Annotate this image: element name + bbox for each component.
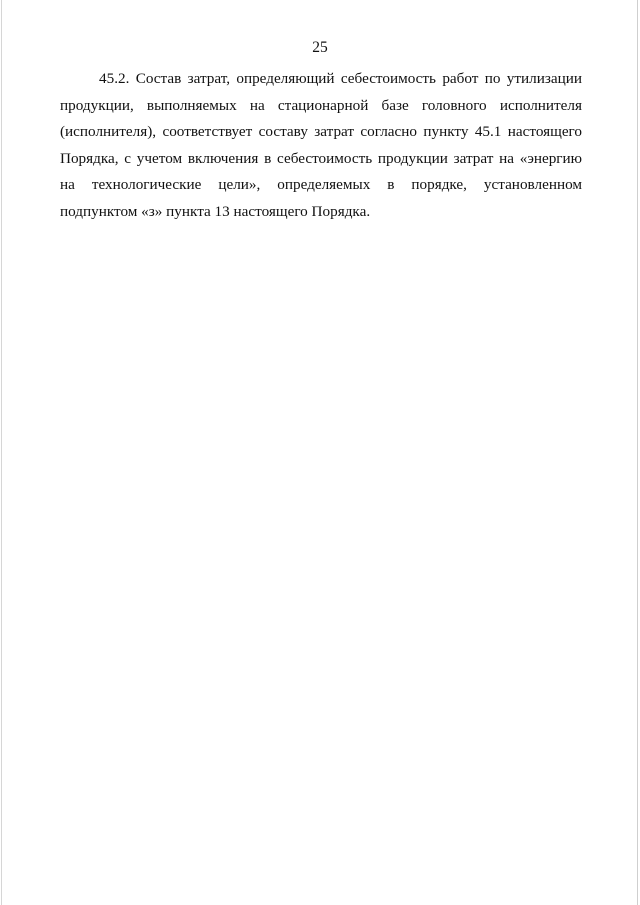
scan-edge-left xyxy=(1,0,2,905)
page-number: 25 xyxy=(312,39,328,56)
scan-edge-right xyxy=(637,0,638,905)
paragraph-45-2: 45.2. Состав затрат, определяющий себестоимость работ по утилизации продукции, выполняемых на стационарной базе головного исполнителя (исполнителя), соответствует составу затрат согласно пункту 45.1 настоящего Порядка, с учетом включения в себестоимость продукции затрат на «энергию на технологические цели», определяемых в порядке, установленном подпунктом «з» пункта 13 настоящего Порядка. xyxy=(60,70,582,220)
